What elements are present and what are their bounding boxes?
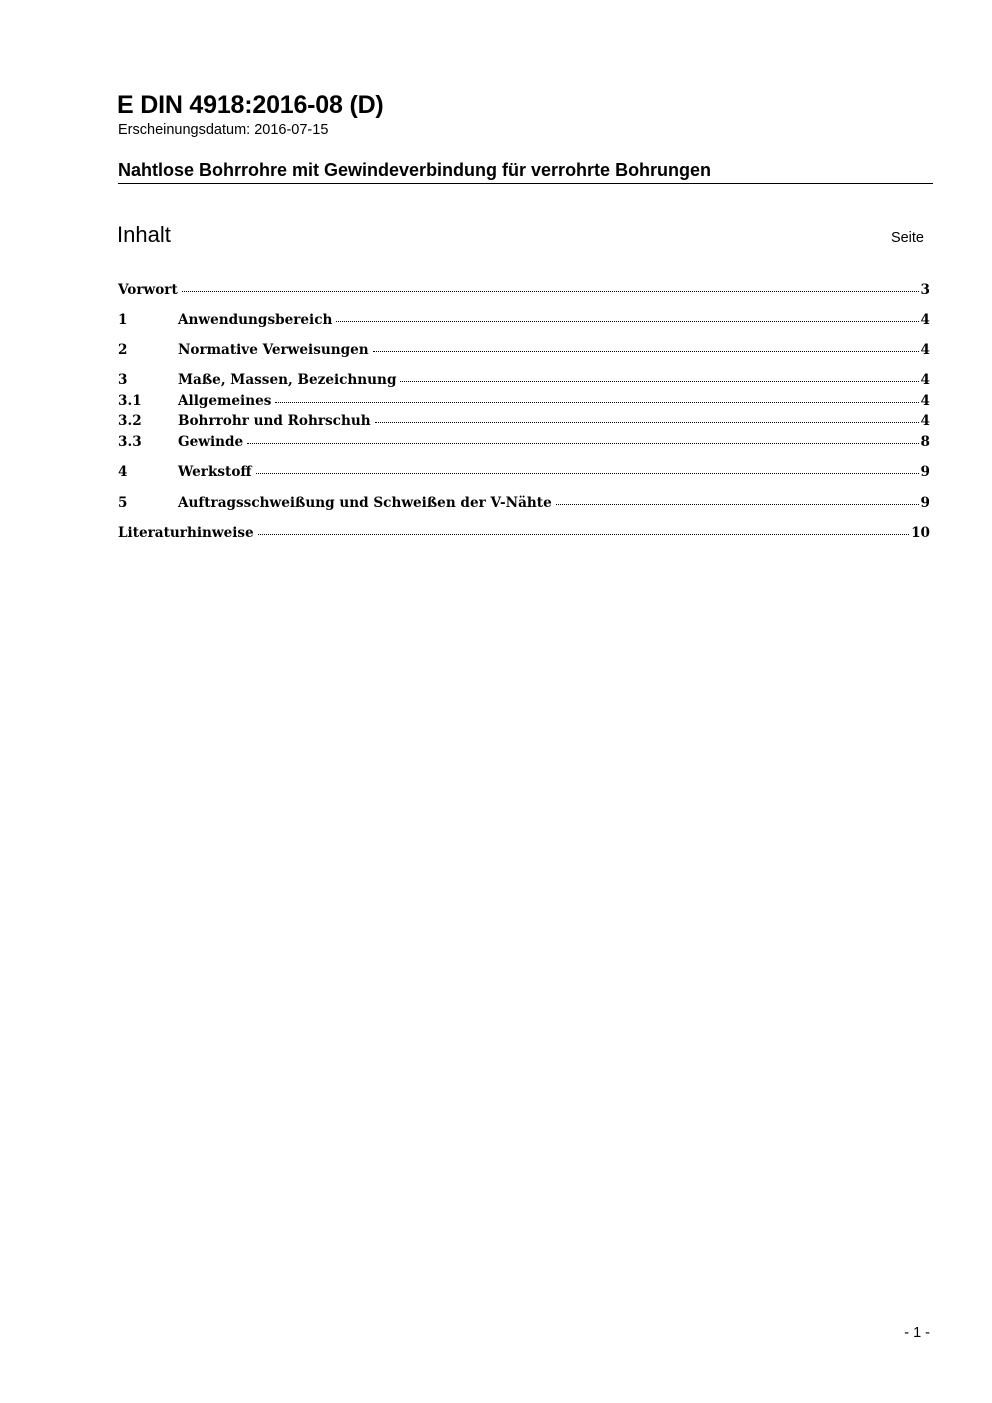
toc-entry-page: 8 [920, 434, 930, 450]
toc-entry-number: 4 [118, 464, 128, 480]
toc-entry-text: Allgemeines [178, 393, 272, 409]
document-id: E DIN 4918:2016-08 (D) [117, 91, 384, 119]
toc-entry-text: Vorwort [118, 282, 178, 298]
toc-entry-page: 4 [920, 393, 930, 409]
document-title: Nahtlose Bohrrohre mit Gewindeverbindung für verrohrte Bohrungen [118, 158, 933, 184]
toc-entry-2[interactable] [118, 340, 930, 360]
toc-entry-page: 4 [920, 342, 930, 358]
toc-entry-text: Maße, Massen, Bezeichnung [178, 372, 397, 388]
publication-date: Erscheinungsdatum: 2016-07-15 [118, 122, 329, 138]
toc-entry-text: Auftragsschweißung und Schweißen der V-Nähte [178, 495, 552, 511]
toc-entry-text: Literaturhinweise [118, 525, 254, 541]
toc-leader [556, 503, 919, 505]
toc-entry-3-1[interactable] [118, 391, 930, 411]
toc-entry-vorwort[interactable] [118, 280, 930, 300]
toc-leader [256, 472, 919, 474]
toc-entry-text: Anwendungsbereich [178, 312, 333, 328]
toc-entry-3[interactable] [118, 370, 930, 390]
toc-leader [400, 380, 918, 382]
toc-leader [182, 290, 919, 292]
toc-entry-4[interactable] [118, 462, 930, 482]
toc-leader [247, 442, 918, 444]
toc-entry-literaturhinweise[interactable] [118, 523, 930, 543]
toc-entry-3-3[interactable] [118, 432, 930, 452]
toc-entry-page: 3 [920, 282, 930, 298]
toc-leader [336, 320, 918, 322]
toc-entry-page: 10 [911, 525, 930, 541]
toc-leader [258, 533, 909, 535]
toc-entry-page: 4 [920, 312, 930, 328]
toc-leader [375, 421, 919, 423]
toc-entry-number: 3.1 [118, 393, 142, 409]
toc-entry-page: 4 [920, 413, 930, 429]
toc-entry-number: 3 [118, 372, 128, 388]
toc-page-label: Seite [890, 230, 924, 246]
toc-entry-number: 5 [118, 495, 128, 511]
toc-entry-text: Normative Verweisungen [178, 342, 369, 358]
toc-entry-number: 3.3 [118, 434, 142, 450]
toc-entry-page: 4 [920, 372, 930, 388]
toc-entry-5[interactable] [118, 493, 930, 513]
toc-leader [373, 350, 919, 352]
toc-entry-number: 3.2 [118, 413, 142, 429]
page-number: - 1 - [904, 1325, 930, 1341]
toc-entry-number: 2 [118, 342, 128, 358]
toc-entry-text: Werkstoff [178, 464, 252, 480]
toc-entry-page: 9 [920, 495, 930, 511]
toc-leader [275, 401, 918, 403]
toc-entry-3-2[interactable] [118, 411, 930, 431]
toc-entry-number: 1 [118, 312, 128, 328]
toc-entry-text: Bohrrohr und Rohrschuh [178, 413, 371, 429]
toc-entry-page: 9 [920, 464, 930, 480]
toc-entry-text: Gewinde [178, 434, 244, 450]
toc-entry-1[interactable] [118, 310, 930, 330]
toc-heading: Inhalt [117, 222, 171, 247]
